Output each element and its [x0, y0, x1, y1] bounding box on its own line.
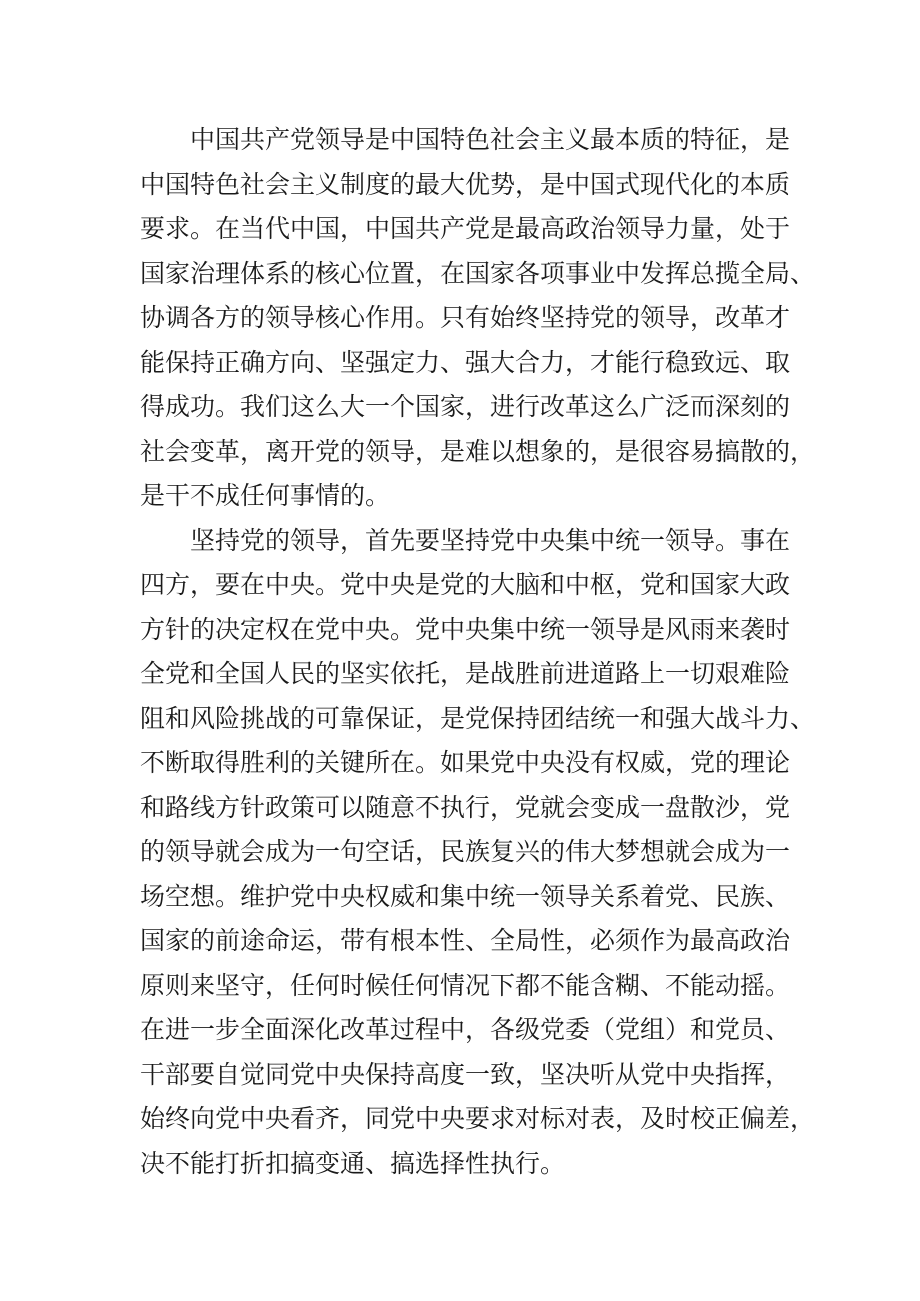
text-line: 社会变革，离开党的领导，是难以想象的，是很容易搞散的，	[140, 436, 816, 466]
text-line: 四方，要在中央。党中央是党的大脑和中枢，党和国家大政	[140, 570, 791, 599]
text-line: 是干不成任何事情的。	[140, 481, 391, 510]
text-line: 干部要自觉同党中央保持高度一致，坚决听从党中央指挥，	[140, 1059, 791, 1089]
text-line: 得成功。我们这么大一个国家，进行改革这么广泛而深刻的	[140, 392, 791, 421]
text-line: 要求。在当代中国，中国共产党是最高政治领导力量，处于	[140, 214, 791, 243]
text-line: 能保持正确方向、坚强定力、强大合力，才能行稳致远、取	[140, 347, 791, 377]
text-line: 中国共产党领导是中国特色社会主义最本质的特征，是	[190, 125, 791, 154]
text-line: 方针的决定权在党中央。党中央集中统一领导是风雨来袭时	[140, 614, 791, 644]
paragraph-1	[140, 118, 816, 519]
text-line: 决不能打折扣搞变通、搞选择性执行。	[140, 1148, 566, 1178]
text-line: 不断取得胜利的关键所在。如果党中央没有权威，党的理论	[140, 748, 791, 777]
paragraph-2	[140, 519, 816, 1187]
text-line: 坚持党的领导，首先要坚持党中央集中统一领导。事在	[190, 525, 791, 555]
text-line: 在进一步全面深化改革过程中，各级党委（党组）和党员、	[140, 1015, 791, 1044]
text-line: 全党和全国人民的坚实依托，是战胜前进道路上一切艰难险	[140, 659, 791, 688]
text-line: 中国特色社会主义制度的最大优势，是中国式现代化的本质	[140, 169, 791, 199]
text-line: 原则来坚守，任何时候任何情况下都不能含糊、不能动摇。	[140, 970, 791, 1000]
text-line: 阻和风险挑战的可靠保证，是党保持团结统一和强大战斗力、	[140, 703, 816, 733]
text-line: 和路线方针政策可以随意不执行，党就会变成一盘散沙，党	[140, 792, 791, 822]
text-line: 始终向党中央看齐，同党中央要求对标对表，及时校正偏差，	[140, 1104, 816, 1133]
text-line: 的领导就会成为一句空话，民族复兴的伟大梦想就会成为一	[140, 837, 791, 866]
text-line: 国家治理体系的核心位置，在国家各项事业中发挥总揽全局、	[140, 258, 816, 288]
text-line: 协调各方的领导核心作用。只有始终坚持党的领导，改革才	[140, 303, 791, 332]
document-body	[140, 118, 816, 1186]
text-line: 场空想。维护党中央权威和集中统一领导关系着党、民族、	[140, 881, 791, 911]
text-line: 国家的前途命运，带有根本性、全局性，必须作为最高政治	[140, 926, 791, 955]
